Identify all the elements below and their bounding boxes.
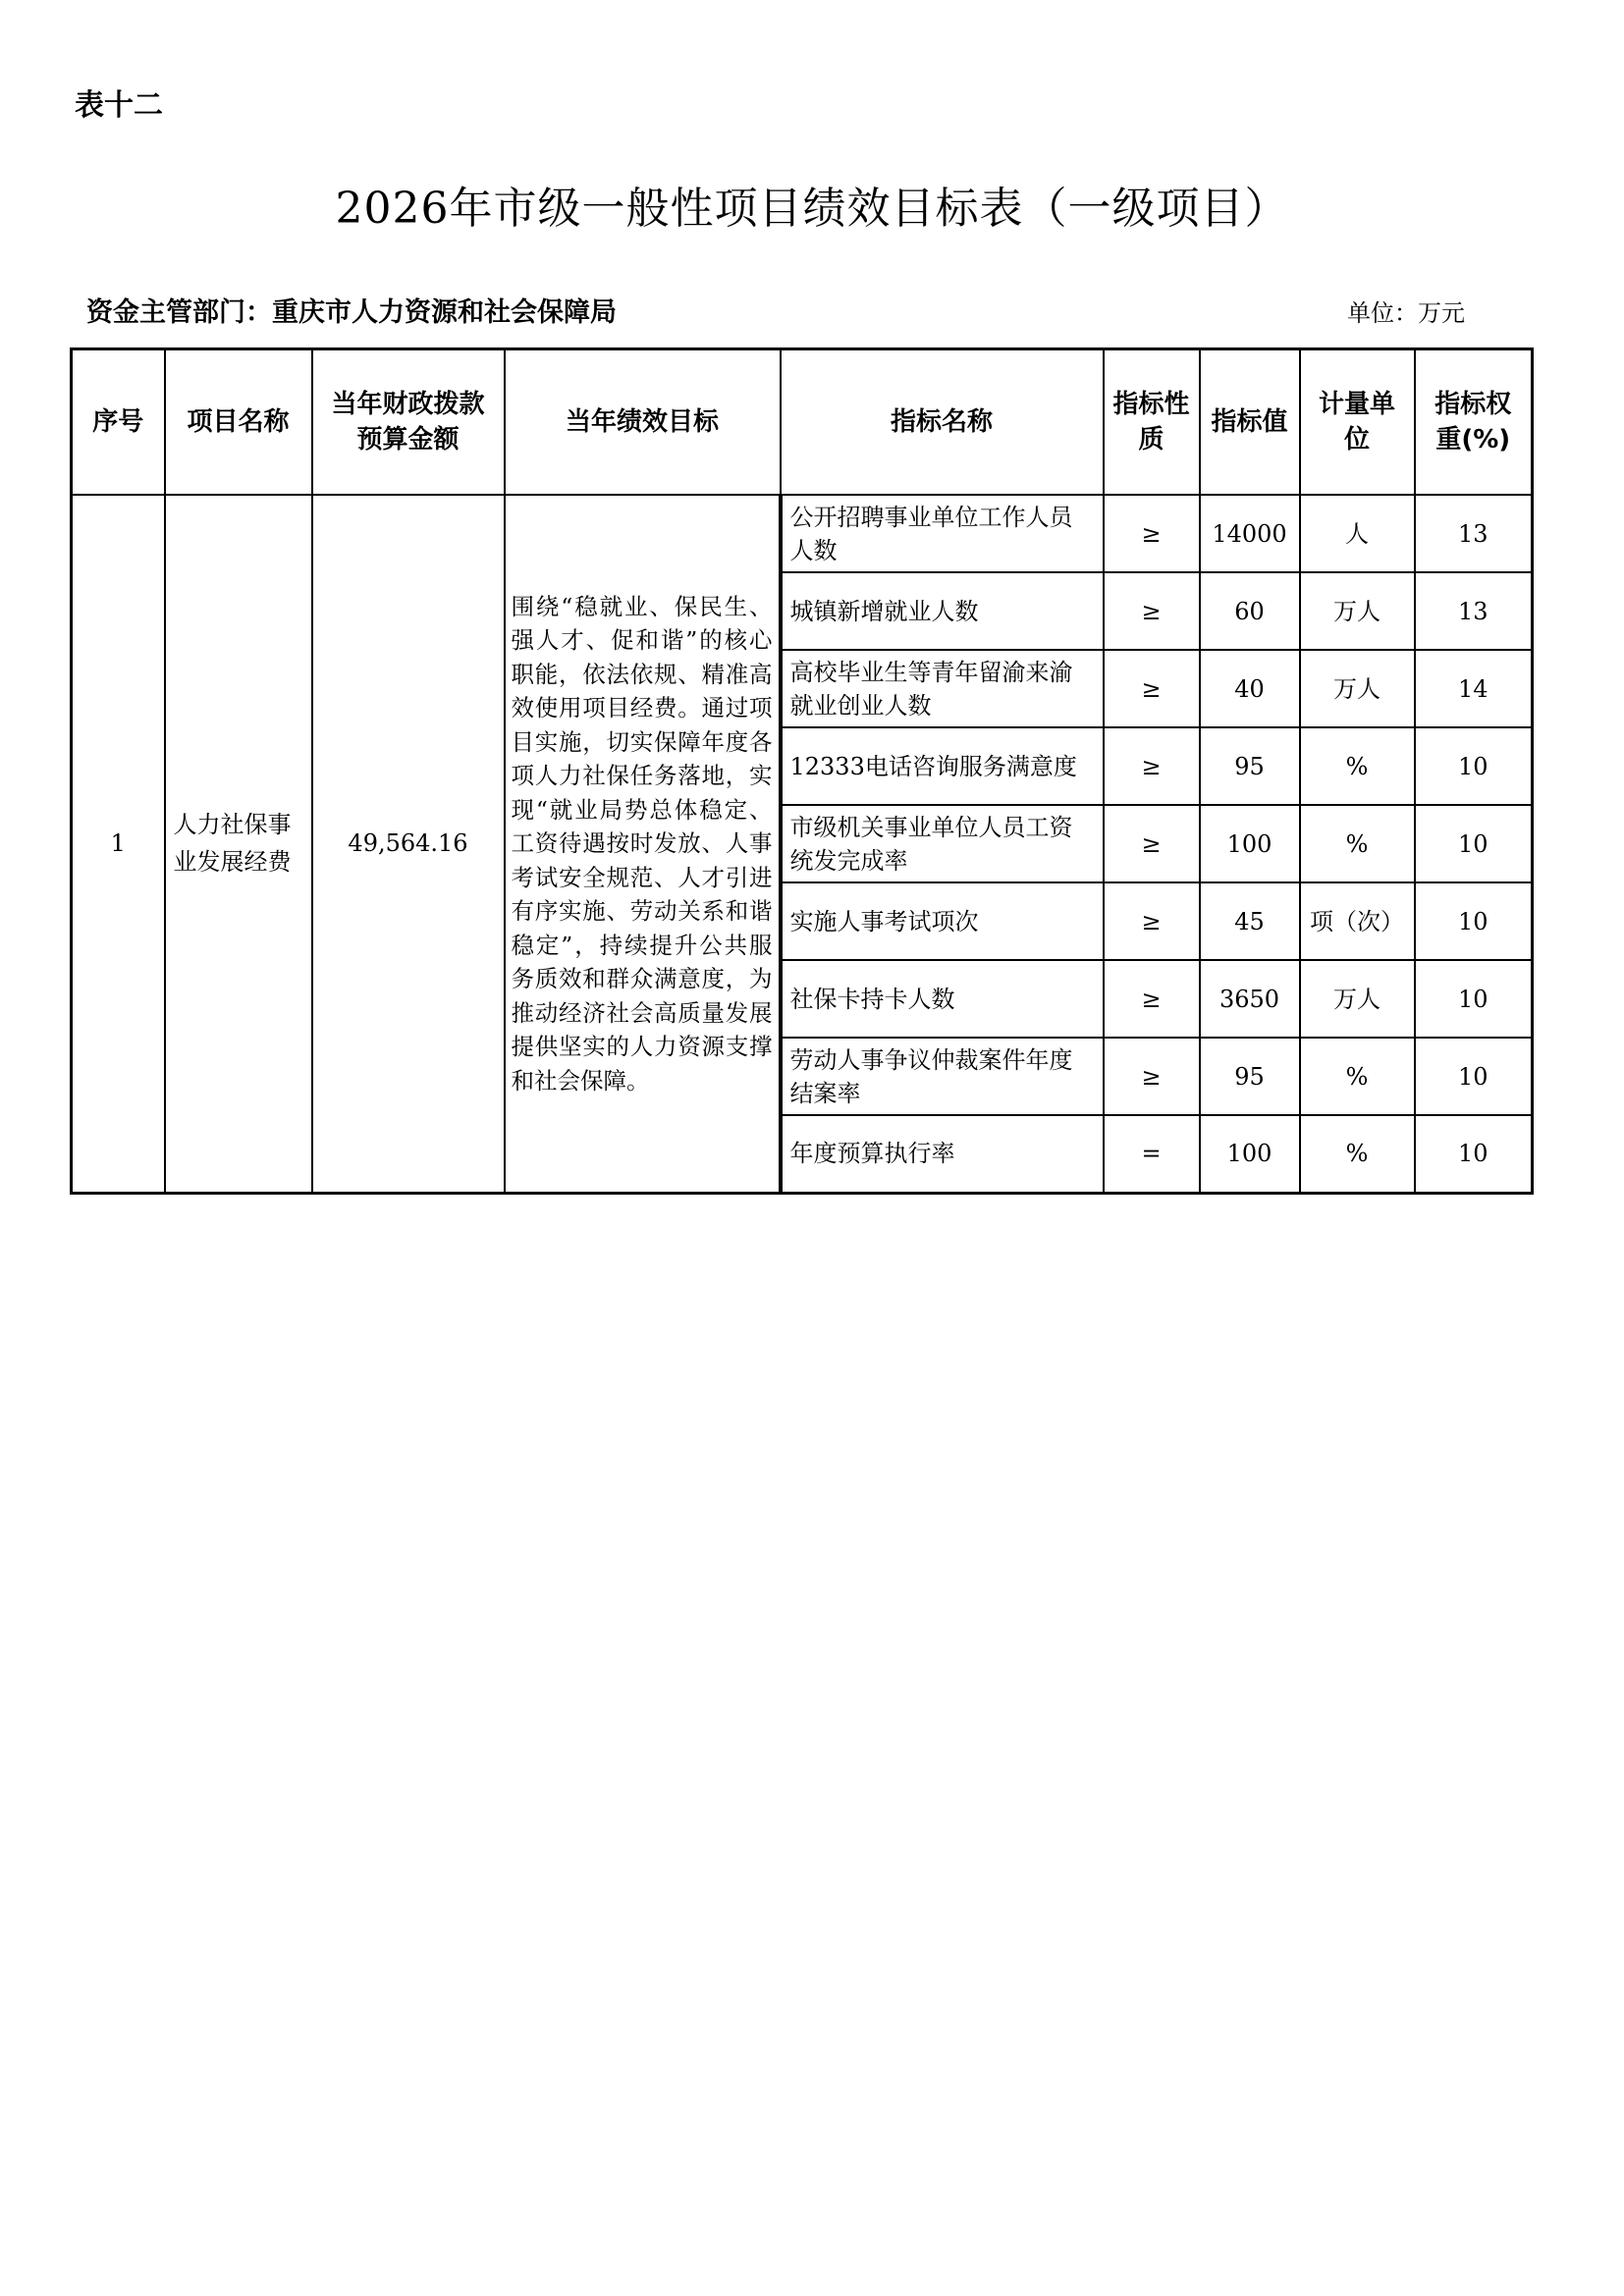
project-budget: 49,564.16	[312, 495, 505, 1193]
indicator-weight: 14	[1415, 650, 1533, 727]
indicator-nature: ≥	[1104, 650, 1200, 727]
indicator-name: 社保卡持卡人数	[781, 960, 1104, 1038]
indicator-nature: ≥	[1104, 572, 1200, 650]
table-row	[72, 495, 1533, 572]
indicator-value: 40	[1200, 650, 1300, 727]
project-goal: 围绕“稳就业、保民生、强人才、促和谐”的核心职能，依法依规、精准高效使用项目经费。通过项目实施，切实保障年度各项人力社保任务落地，实现“就业局势总体稳定、工资待遇按时发放、人事考试安全规范、人才引进有序实施、劳动关系和谐稳定”，持续提升公共服务质效和群众满意度，为推动经济社会高质量发展提供坚实的人力资源支撑和社会保障。	[505, 495, 781, 1193]
indicator-unit: 人	[1300, 495, 1415, 572]
indicator-unit: %	[1300, 727, 1415, 805]
indicator-unit: 万人	[1300, 572, 1415, 650]
indicator-nature: ≥	[1104, 727, 1200, 805]
indicator-unit: %	[1300, 1038, 1415, 1115]
indicator-value: 45	[1200, 882, 1300, 960]
indicator-unit: 万人	[1300, 650, 1415, 727]
unit-label: 单位：万元	[1347, 299, 1465, 327]
indicator-nature: =	[1104, 1115, 1200, 1193]
indicator-value: 95	[1200, 1038, 1300, 1115]
header-goal: 当年绩效目标	[505, 349, 781, 496]
indicator-nature: ≥	[1104, 882, 1200, 960]
indicator-value: 3650	[1200, 960, 1300, 1038]
indicator-weight: 10	[1415, 805, 1533, 882]
indicator-weight: 13	[1415, 495, 1533, 572]
header-seq: 序号	[72, 349, 165, 496]
indicator-nature: ≥	[1104, 1038, 1200, 1115]
indicator-weight: 10	[1415, 1038, 1533, 1115]
indicator-name: 12333电话咨询服务满意度	[781, 727, 1104, 805]
indicator-name: 高校毕业生等青年留渝来渝就业创业人数	[781, 650, 1104, 727]
indicator-weight: 10	[1415, 960, 1533, 1038]
indicator-weight: 10	[1415, 882, 1533, 960]
page-title: 2026年市级一般性项目绩效目标表（一级项目）	[335, 184, 1289, 234]
indicator-name: 公开招聘事业单位工作人员人数	[781, 495, 1104, 572]
indicator-weight: 10	[1415, 1115, 1533, 1193]
indicator-name: 实施人事考试项次	[781, 882, 1104, 960]
indicator-nature: ≥	[1104, 960, 1200, 1038]
performance-table	[70, 347, 1534, 1195]
indicator-name: 城镇新增就业人数	[781, 572, 1104, 650]
indicator-weight: 13	[1415, 572, 1533, 650]
indicator-value: 95	[1200, 727, 1300, 805]
project-name: 人力社保事业发展经费	[165, 495, 312, 1193]
indicator-unit: 万人	[1300, 960, 1415, 1038]
indicator-unit: %	[1300, 1115, 1415, 1193]
indicator-name: 年度预算执行率	[781, 1115, 1104, 1193]
header-unit: 计量单位	[1300, 349, 1415, 496]
indicator-value: 60	[1200, 572, 1300, 650]
indicator-unit: 项（次）	[1300, 882, 1415, 960]
header-indicator-name: 指标名称	[781, 349, 1104, 496]
department-label: 资金主管部门：重庆市人力资源和社会保障局	[86, 297, 617, 328]
indicator-value: 100	[1200, 805, 1300, 882]
indicator-name: 劳动人事争议仲裁案件年度结案率	[781, 1038, 1104, 1115]
indicator-name: 市级机关事业单位人员工资统发完成率	[781, 805, 1104, 882]
header-row	[72, 349, 1533, 496]
project-seq: 1	[72, 495, 165, 1193]
indicator-value: 14000	[1200, 495, 1300, 572]
table-number: 表十二	[75, 88, 163, 123]
header-nature: 指标性质	[1104, 349, 1200, 496]
indicator-nature: ≥	[1104, 495, 1200, 572]
header-value: 指标值	[1200, 349, 1300, 496]
indicator-value: 100	[1200, 1115, 1300, 1193]
header-project-name: 项目名称	[165, 349, 312, 496]
indicator-weight: 10	[1415, 727, 1533, 805]
indicator-nature: ≥	[1104, 805, 1200, 882]
header-weight: 指标权重(%)	[1415, 349, 1533, 496]
header-budget: 当年财政拨款预算金额	[312, 349, 505, 496]
indicator-unit: %	[1300, 805, 1415, 882]
